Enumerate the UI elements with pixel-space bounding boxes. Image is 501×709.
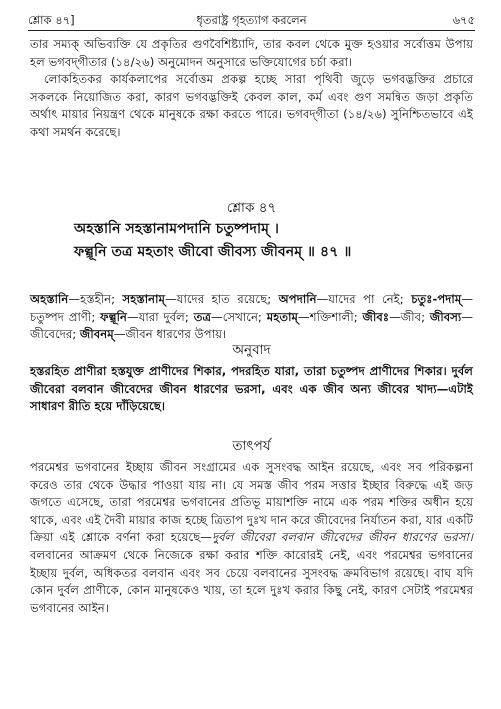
synonym-meaning: —যাদের পা নেই; [316, 292, 412, 306]
intro-section [30, 36, 473, 142]
synonym-meaning: —হস্তহীন; [68, 292, 123, 306]
synonyms-section [30, 291, 473, 344]
synonym-word: জীবঃ [362, 309, 390, 324]
synonym-meaning: —যারা দুর্বল; [127, 309, 194, 324]
verse-section [30, 198, 473, 264]
header-page-number: ৬৭৫ [452, 13, 475, 27]
verse-line-1: অহস্তানি সহস্তানামপদানি চতুষ্পদাম্ । [74, 221, 279, 237]
synonyms-paragraph [30, 291, 473, 344]
synonym-word: তত্র [193, 309, 212, 324]
verse-title: শ্লোক ৪৭ [226, 200, 277, 216]
synonym-word: জীবনম্ [79, 327, 114, 342]
purport-title: তাৎপর্য [232, 438, 271, 454]
verse-line-2: ফল্গূনি তত্র মহতাং জীবো জীবস্য জীবনম্ ॥ ৪৭ ॥ [74, 244, 352, 260]
synonym-meaning: —জীব; [389, 309, 430, 324]
synonym-word: সহস্তানাম্ [122, 292, 166, 306]
purport-text-a: পরমেশ্বর ভগবানের ইচ্ছায় জীবন সংগ্রামের এক সুসংবদ্ধ আইন রয়েছে, এবং সব পরিকল্পনা করেও তার থেকে উদ্ধার পাওয়া যায় না। যে সমস্ত জীব পরম সত্তার ইচ্ছার বিরুদ্ধে এই জড় জগতে এসেছে, তারা পরমেশ্বর ভগবানের প্রতিভূ মায়াশক্তি নামে এক পরম শক্তির অধীন হয়ে থাকে, এবং এই দৈবী মায়ার কাজ হচ্ছে ত্রিতাপ দুঃখ দান করে জীবেদের নির্যাতন করা, যার একটি ক্রিয়া এই শ্লোকে বর্ণনা করা হয়েছে— [30, 460, 473, 545]
header-chapter-title: ধৃতরাষ্ট্র গৃহত্যাগ করলেন [196, 13, 307, 27]
header-rule [28, 30, 475, 31]
synonym-meaning: —শক্তিশালী; [298, 309, 363, 324]
translation-title: অনুবাদ [232, 342, 271, 358]
translation-text: হস্তরহিত প্রাণীরা হস্তযুক্ত প্রাণীদের শিকার, পদরহিত যারা, তারা চতুষ্পদ প্রাণীদের শিকার। দুর্বল জীবেরা বলবান জীবেদের জীবন ধারণের ভরসা, এবং এক জীব অন্য জীবের খাদ্য—এটাই সাধারণ রীতি হয়ে দাঁড়িয়েছে। [30, 364, 473, 414]
purport-text-italic: দুর্বল জীবেরা বলবান জীবেদের জীবন ধারণের ভরসা। [211, 530, 473, 545]
synonym-word: ফল্গূনি [100, 309, 127, 324]
synonym-word: জীবস্য [429, 309, 462, 324]
synonym-meaning: —যাদের হাত রয়েছে; [165, 292, 279, 306]
synonym-meaning: —জীবন ধারণের উপায়। [113, 327, 227, 342]
synonym-meaning: —জীবেদের; [30, 309, 473, 342]
purport-section [30, 436, 473, 617]
page-header [28, 8, 475, 30]
synonym-meaning: —সেখানে; [211, 309, 267, 324]
intro-paragraph-2: লোকহিতকর কার্যকলাপের সর্বোত্তম প্রকল্প হচ্ছে সারা পৃথিবী জুড়ে ভগবদ্ভক্তির প্রচারে সকলকে নিয়োজিত করা, কারণ ভগবদ্ভক্তিই কেবল কাল, কর্ম এবং গুণ সমন্বিত জড়া প্রকৃতি অর্থাৎ মায়ার নিয়ন্ত্রণ থেকে মানুষকে রক্ষা করতে পারে। ভগবদ্‌গীতা (১৪/২৬) সুনিশ্চিতভাবে এই কথা সমর্থন করেছে। [30, 72, 473, 139]
intro-paragraph-1: তার সম্যক্ অভিব্যক্তি যে প্রকৃতির গুণবৈশিষ্ট্যাদি, তার কবল থেকে মুক্ত হওয়ার সর্বোত্তম উপায় হল ভগবদ্‌গীতার (১৪/২৬) অনুমোদন অনুসারে ভক্তিযোগের চর্চা করা। [30, 37, 473, 69]
synonym-word: মহতাম্ [266, 309, 299, 324]
header-verse-ref: শ্লোক ৪৭] [28, 13, 75, 27]
synonym-word: অপদানি [278, 292, 317, 306]
synonym-meaning: —চতুষ্পদ প্রাণী; [30, 292, 474, 324]
synonym-word: অহস্তানি [30, 292, 69, 306]
purport-text [30, 459, 473, 617]
purport-text-b: বলবানের আক্রমণ থেকে নিজেকে রক্ষা করার শক্তি কারোরই নেই, এবং পরমেশ্বর ভগবানের ইচ্ছায় দুর্বল, অধিকতর বলবান এবং সব চেয়ে বলবানের সুসংবদ্ধ ক্রমবিভাগ রয়েছে। বাঘ যদি কোন দুর্বল প্রাণীকে, কোন মানুষকেও খায়, তা হলে দুঃখ করার কিছু নেই, কারণ সেটাই পরমেশ্বর ভগবানের আইন। [30, 547, 473, 615]
translation-section [30, 340, 473, 416]
synonym-word: চতুঃ-পদাম্ [411, 292, 462, 306]
